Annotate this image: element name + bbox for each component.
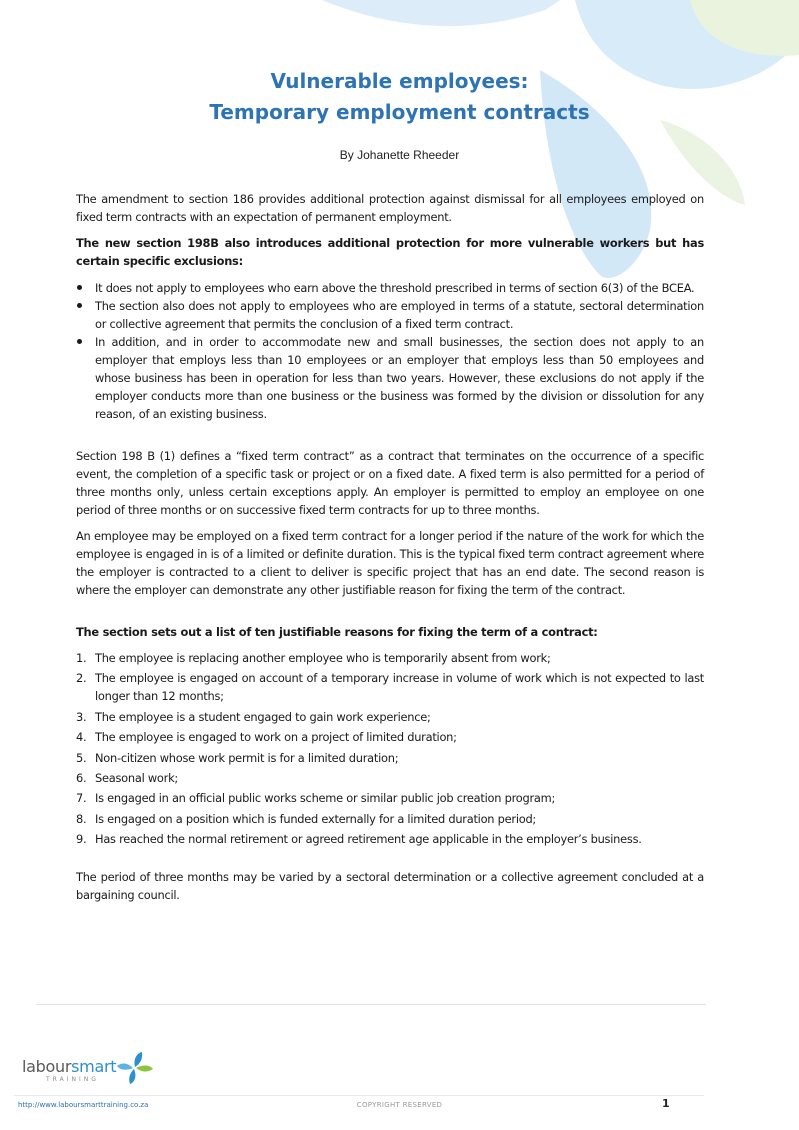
exclusion-item: In addition, and in order to accommodate new and small businesses, the section does not apply to an employer that employs less than 10 employees or an employer that employs less than 50 employees and whose business has been in operation for less than two years. However, these exclusions do not apply if the employer conducts more than one business or the business was formed by the division or dissolution for any reason, of an existing business. (76, 333, 704, 423)
reason-text: Has reached the normal retirement or agreed retirement age applicable in the employer’s business. (95, 832, 642, 847)
title-line-2: Temporary employment contracts (209, 100, 590, 124)
reason-number: 4. (76, 730, 87, 745)
reason-text: Is engaged in an official public works scheme or similar public job creation program; (95, 791, 556, 806)
definition-paragraph: Section 198 B (1) defines a “fixed term contract” as a contract that terminates on the occurrence of a specific event, the completion of a specific task or project or on a fixed date. A fixed term is also permitted for a period of three months only, unless certain exceptions apply. An employer is permitted to employ an employee on one period of three months or on successive fixed term contracts for up to three months. (76, 449, 704, 517)
reason-item (76, 769, 704, 787)
longer-period-paragraph: An employee may be employed on a fixed term contract for a longer period if the nature of the work for which the employee is engaged in is of a limited or definite duration. This is the typical fixed term contract agreement where the employer is contracted to a client to deliver is specific project that has an end date. The second reason is where the employer can demonstrate any other justifiable reason for fixing the term of the contract. (76, 529, 704, 597)
reason-text: Non-citizen whose work permit is for a limited duration; (95, 750, 399, 765)
reason-text: The employee is a student engaged to gain work experience; (95, 709, 431, 724)
reason-item (76, 669, 704, 705)
document-title (0, 66, 799, 128)
footer-copyright: COPYRIGHT RESERVED (356, 1101, 443, 1109)
reason-number: 9. (76, 832, 87, 847)
closing-paragraph: The period of three months may be varied by a sectoral determination or a collective agreement concluded at a bargaining council. (76, 870, 704, 903)
reasons-heading: The section sets out a list of ten justifiable reasons for fixing the term of a contract: (76, 625, 598, 639)
reason-number: 5. (76, 750, 87, 765)
reason-text: The employee is engaged to work on a project of limited duration; (95, 730, 457, 745)
reason-number: 7. (76, 791, 87, 806)
exclusion-item: The section also does not apply to employees who are employed in terms of a statute, sectoral determination or collective agreement that permits the conclusion of a fixed term contract. (76, 297, 704, 333)
logo-wordmark (22, 1057, 116, 1076)
reason-number: 2. (76, 671, 87, 686)
author-byline: By Johanette Rheeder (339, 148, 460, 162)
logo-word-labour: labour (22, 1057, 72, 1076)
intro-paragraph: The amendment to section 186 provides additional protection against dismissal for all employees employed on fixed term contracts with an expectation of permanent employment. (76, 192, 704, 224)
reasons-list (76, 649, 704, 848)
reason-item (76, 810, 704, 828)
reason-item (76, 728, 704, 746)
page-number: 1 (662, 1097, 670, 1110)
content-divider (36, 1004, 706, 1005)
footer-divider (14, 1095, 704, 1096)
title-line-1: Vulnerable employees: (270, 69, 529, 93)
reason-item (76, 708, 704, 726)
logo-subtitle: TRAINING (46, 1076, 99, 1083)
laboursmart-logo (22, 1053, 172, 1089)
reason-number: 6. (76, 770, 87, 785)
footer-website-link[interactable]: http://www.laboursmarttraining.co.za (18, 1101, 149, 1109)
reason-number: 8. (76, 811, 87, 826)
article-body (76, 190, 704, 904)
new-section-paragraph: The new section 198B also introduces additional protection for more vulnerable workers but has certain specific exclusions: (76, 236, 704, 268)
reason-item (76, 649, 704, 667)
logo-flower-icon (115, 1051, 155, 1085)
reason-text: The employee is replacing another employee who is temporarily absent from work; (95, 651, 551, 665)
reason-item (76, 749, 704, 767)
reason-text: The employee is engaged on account of a temporary increase in volume of work which is not expected to last longer than 12 months; (95, 671, 704, 704)
reason-text: Is engaged on a position which is funded externally for a limited duration period; (95, 811, 537, 826)
reason-item (76, 830, 704, 848)
logo-word-smart: smart (71, 1057, 117, 1076)
reason-number: 3. (76, 709, 87, 724)
exclusions-list (76, 279, 704, 423)
reason-text: Seasonal work; (95, 770, 179, 785)
reason-item (76, 789, 704, 807)
reason-number: 1. (76, 651, 87, 665)
exclusion-item: It does not apply to employees who earn above the threshold prescribed in terms of section 6(3) of the BCEA. (76, 279, 704, 297)
